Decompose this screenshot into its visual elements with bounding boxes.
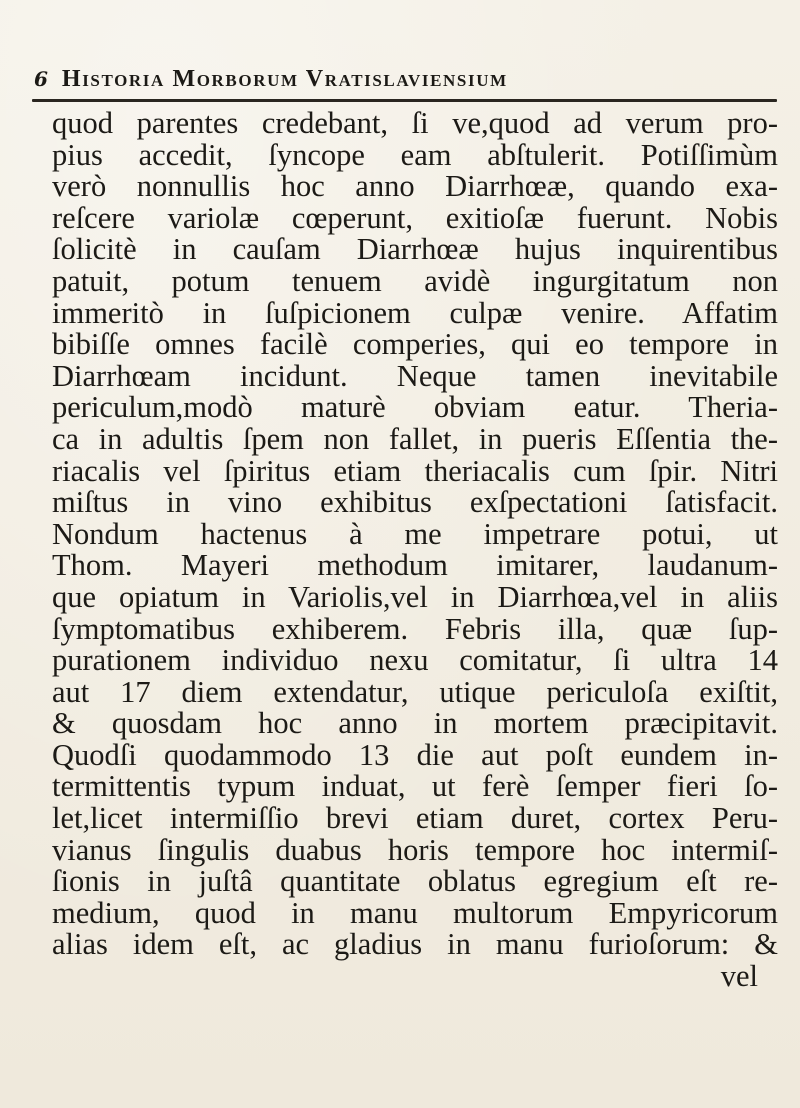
text-line: ſymptomatibus exhiberem. Febris illa, quæ ſup- <box>52 611 778 646</box>
text-line: Quodſi quodammodo 13 die aut poſt eundem in- <box>52 737 778 772</box>
text-line: Thom. Mayeri methodum imitarer, laudanum- <box>52 548 778 583</box>
page-number: 6 <box>34 67 48 91</box>
body-text <box>52 108 778 993</box>
running-head <box>34 66 774 98</box>
text-line: immeritò in ſuſpicionem culpæ venire. Affatim <box>52 295 778 330</box>
text-line: medium, quod in manu multorum Empyricorum <box>52 895 778 930</box>
text-line: pius accedit, ſyncope eam abſtulerit. Potiſſimùm <box>52 137 778 172</box>
text-line: patuit, potum tenuem avidè ingurgitatum non <box>52 263 778 298</box>
catchword: vel <box>720 959 758 994</box>
text-line: que opiatum in Variolis,vel in Diarrhœa,vel in aliis <box>52 579 778 614</box>
text-line: quod parentes credebant, ſi ve,quod ad verum pro- <box>52 106 778 140</box>
text-line: ſionis in juſtâ quantitate oblatus egregium eſt re- <box>52 864 778 899</box>
text-line: alias idem eſt, ac gladius in manu furioſorum: & <box>52 927 778 962</box>
text-line: ca in adultis ſpem non fallet, in pueris Eſſentia the- <box>52 421 778 456</box>
text-line: Diarrhœam incidunt. Neque tamen inevitabile <box>52 358 778 393</box>
text-line: verò nonnullis hoc anno Diarrhœæ, quando exa- <box>52 169 778 204</box>
header-rule <box>32 99 777 102</box>
text-line: aut 17 diem extendatur, utique periculoſa exiſtit, <box>52 674 778 709</box>
text-line: reſcere variolæ cœperunt, exitioſæ fuerunt. Nobis <box>52 200 778 235</box>
text-line: termittentis typum induat, ut ferè ſemper fieri ſo- <box>52 769 778 804</box>
text-line: purationem individuo nexu comitatur, ſi ultra 14 <box>52 643 778 678</box>
text-line: ſolicitè in cauſam Diarrhœæ hujus inquirentibus <box>52 232 778 267</box>
text-line: let,licet intermiſſio brevi etiam duret, cortex Peru- <box>52 801 778 836</box>
text-line: miſtus in vino exhibitus exſpectationi ſatisfacit. <box>52 485 778 520</box>
text-line: riacalis vel ſpiritus etiam theriacalis cum ſpir. Nitri <box>52 453 778 488</box>
text-line: Nondum hactenus à me impetrare potui, ut <box>52 516 778 551</box>
running-title: Historia Morborum Vratislaviensium <box>61 66 508 92</box>
text-line: periculum,modò maturè obviam eatur. Theria- <box>52 390 778 425</box>
text-line: bibiſſe omnes facilè comperies, qui eo tempore in <box>52 327 778 362</box>
text-line: vianus ſingulis duabus horis tempore hoc intermiſ- <box>52 832 778 867</box>
text-line: & quosdam hoc anno in mortem præcipitavit. <box>52 706 778 741</box>
